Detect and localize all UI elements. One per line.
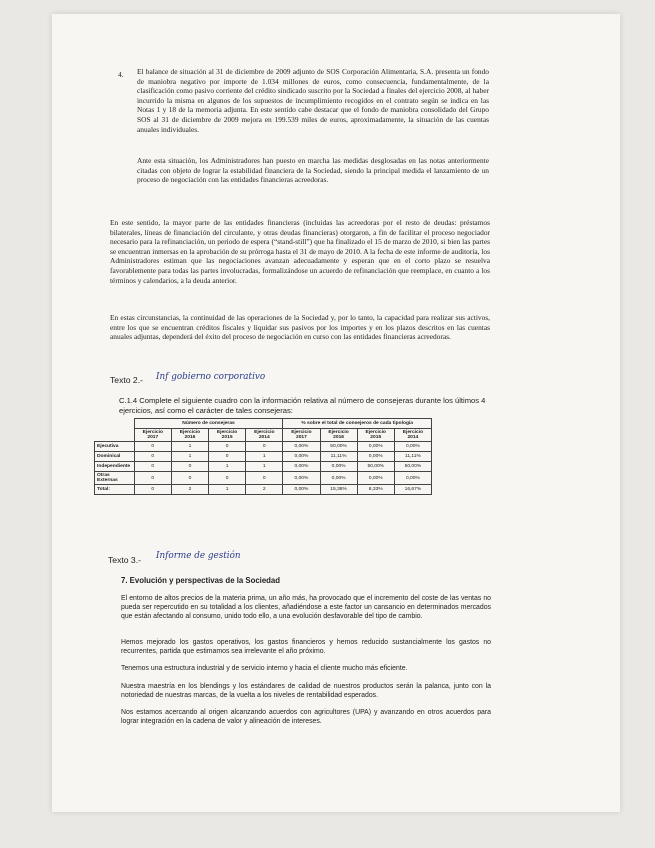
table-cell: 2	[171, 485, 208, 495]
table-cell: 2	[246, 485, 283, 495]
year-header: Ejercicio 2017	[283, 429, 320, 442]
year-header: Ejercicio 2015	[357, 429, 394, 442]
table-cell: 0	[134, 452, 171, 462]
table-cell: 0	[209, 442, 246, 452]
texto3-label: Texto 3.-	[108, 555, 141, 565]
table-cell: 50,00%	[394, 462, 431, 472]
table-row	[95, 452, 432, 462]
table-cell: 0	[246, 472, 283, 485]
table-cell: 1	[209, 485, 246, 495]
table-cell: 0,00%	[320, 462, 357, 472]
table-cell: 0	[134, 472, 171, 485]
table-cell: 15,38%	[320, 485, 357, 495]
table-cell: 1	[246, 452, 283, 462]
table-cell: 0,00%	[283, 452, 320, 462]
table-cell: 0	[209, 452, 246, 462]
year-header: Ejercicio 2015	[209, 429, 246, 442]
table-row	[95, 462, 432, 472]
year-header: Ejercicio 2016	[320, 429, 357, 442]
row-label: Independiente	[95, 462, 135, 472]
texto2-handwritten-note: Inf gobierno corporativo	[156, 372, 266, 382]
audit-paragraph-4: En estas circunstancias, la continuidad de las operaciones de la Sociedad y, por lo tanto, la capacidad para realizar sus activos, entre los que se encuentran créditos fiscales y liquidar sus pasivos por los importes y en los plazos descritos en las cuentas anuales adjuntas, dependerá del éxito del proceso de negociación en curso con las entidades financieras acreedoras.	[110, 313, 490, 342]
table-cell: 1	[171, 452, 208, 462]
table-cell: 0	[134, 442, 171, 452]
header-percent-group: % sobre el total de consejeros de cada tipología	[283, 419, 432, 429]
table-cell: 0,00%	[357, 452, 394, 462]
audit-paragraph-1: El balance de situación al 31 de diciembre de 2009 adjunto de SOS Corporación Alimentaria, S.A. presenta un fondo de maniobra negativo por importe de 1.034 millones de euros, como consecuencia, fundamentalmente, de la clasificación como pasivo corriente del crédito sindicado suscrito por la Sociedad a finales del ejercicio 2008, al haber incurrido la misma en algunos de los supuestos de incumplimiento recogidos en el contrato según se indica en las Notas 1 y 18 de la memoria adjunta. En este sentido cabe destacar que el fondo de maniobra consolidado del Grupo SOS al 31 de diciembre de 2009 mejora en 199.539 miles de euros, aproximadamente, la situación de las cuentas anuales individuales.	[137, 67, 489, 134]
table-corner	[95, 429, 135, 442]
table-cell: 50,00%	[357, 462, 394, 472]
audit-paragraph-2: Ante esta situación, los Administradores han puesto en marcha las medidas desglosadas en las notas anteriormente citadas con objeto de lograr la estabilidad financiera de la Sociedad, siendo la principal medida el lanzamiento de un proceso de negociación con las entidades financieras acreedoras.	[137, 156, 489, 185]
table-cell: 0,00%	[283, 442, 320, 452]
report-paragraph-3: Tenemos una estructura industrial y de servicio interno y hacia el cliente mucho más eficiente.	[121, 665, 408, 672]
table-row	[95, 442, 432, 452]
report-paragraph-1: El entorno de altos precios de la materia prima, un año más, ha provocado que el incremento del coste de las ventas no pueda ser repercutido en su totalidad a los clientes, añadiéndose a este factor un cansancio en determinados mercados que están afectando al consumo, unido todo ello, a una evolución desfavorable del tipo de cambio.	[121, 595, 491, 621]
board-women-table	[94, 418, 432, 495]
year-header: Ejercicio 2016	[171, 429, 208, 442]
report-paragraph-4: Nuestra maestría en los blendings y los estándares de calidad de nuestros productos serán la palanca, junto con la notoriedad de nuestras marcas, de la vuelta a los niveles de rentabilidad esperados.	[121, 683, 491, 700]
table-corner	[95, 419, 135, 429]
table-row-total	[95, 485, 432, 495]
table-cell: 1	[209, 462, 246, 472]
table-cell: 0,00%	[283, 485, 320, 495]
texto3-handwritten-note: Informe de gestión	[156, 551, 241, 561]
row-label: Otras Externas	[95, 472, 135, 485]
table-cell: 0,00%	[283, 462, 320, 472]
table-row	[95, 472, 432, 485]
row-label: Dominical	[95, 452, 135, 462]
table-cell: 0,00%	[283, 472, 320, 485]
row-label: Ejecutiva	[95, 442, 135, 452]
section-title: 7. Evolución y perspectivas de la Sociedad	[121, 576, 281, 585]
table-cell: 0,00%	[357, 472, 394, 485]
table-cell: 0,00%	[320, 472, 357, 485]
table-cell: 16,67%	[394, 485, 431, 495]
year-header: Ejercicio 2014	[246, 429, 283, 442]
table-cell: 11,11%	[394, 452, 431, 462]
table-cell: 0,00%	[394, 442, 431, 452]
table-cell: 0	[209, 472, 246, 485]
table-cell: 1	[246, 462, 283, 472]
table-cell: 0,00%	[357, 442, 394, 452]
report-paragraph-5: Nos estamos acercando al origen alcanzando acuerdos con agricultores (UPA) y avanzando en otros acuerdos para lograr integración en la cadena de valor y alineación de intereses.	[121, 709, 491, 726]
audit-paragraph-3: En este sentido, la mayor parte de las entidades financieras (incluidas las acreedoras por el resto de deudas: préstamos bilaterales, líneas de financiación del circulante, y otras deudas financieras) otorgaron, a fin de facilitar el proceso negociador necesario para la refinanciación, un periodo de espera (“stand-still”) que ha finalizado el 15 de marzo de 2010, si bien las partes se encuentran inmersas en la aprobación de su prórroga hasta el 31 de mayo de 2010. A la fecha de este informe de auditoría, los Administradores estiman que las negociaciones avanzan adecuadamente y esperan que en el corto plazo se resuelva favorablemente para todas las partes involucradas, formalizándose un acuerdo de refinanciación que reemplace, en cuanto a los términos y calendarios, a la deuda anterior.	[110, 218, 490, 285]
table-cell: 0	[171, 472, 208, 485]
item-number: 4.	[118, 70, 124, 79]
table-cell: 8,33%	[357, 485, 394, 495]
table-cell: 0	[134, 462, 171, 472]
table-cell: 50,00%	[320, 442, 357, 452]
table-cell: 0,00%	[394, 472, 431, 485]
table-cell: 1	[171, 442, 208, 452]
year-header: Ejercicio 2017	[134, 429, 171, 442]
table-cell: 0	[246, 442, 283, 452]
report-paragraph-2: Hemos mejorado los gastos operativos, los gastos financieros y hemos reducido sustancialmente los gastos no recurrentes, partida que estimamos sea irrelevante el año próximo.	[121, 639, 491, 656]
table-cell: 0	[134, 485, 171, 495]
table-caption: C.1.4 Complete el siguiente cuadro con la información relativa al número de consejeras durante los últimos 4 ejercicios, así como el carácter de tales consejeras:	[119, 396, 486, 415]
texto2-label: Texto 2.-	[110, 375, 143, 385]
year-header: Ejercicio 2014	[394, 429, 431, 442]
table-cell: 11,11%	[320, 452, 357, 462]
table-cell: 0	[171, 462, 208, 472]
row-label: Total:	[95, 485, 135, 495]
header-count-group: Número de consejeras	[134, 419, 283, 429]
